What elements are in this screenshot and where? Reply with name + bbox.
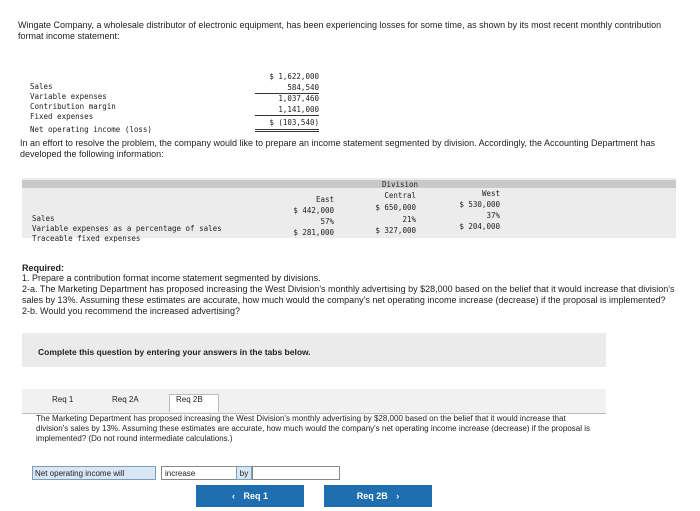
is-value-cm: 1,037,460	[278, 94, 319, 103]
by-label: by	[236, 466, 252, 480]
col-east: East	[315, 195, 334, 204]
col-central: Central	[384, 191, 416, 200]
tab-req-2a[interactable]: Req 2A	[112, 395, 139, 404]
chevron-right-icon: ›	[396, 491, 400, 501]
tab-req-1[interactable]: Req 1	[52, 395, 74, 404]
row-label-sales: Sales	[32, 214, 55, 223]
is-value-fixed: 1,141,000	[255, 105, 319, 117]
is-label-sales: Sales	[30, 82, 53, 91]
division-table	[22, 178, 676, 243]
col-west: West	[481, 189, 500, 198]
is-value-noi: $ (103,540)	[255, 118, 319, 132]
required-item-2a: 2-a. The Marketing Department has proposed increasing the West Division's monthly advertising by $28,000 based on the belief that it would increase that division's sales by 13%. Assuming these estimates are accurate, how much would the company's net operating income increase (decrease) if the proposal is implemented?	[22, 284, 675, 305]
division-header: Division	[381, 180, 419, 189]
is-value-sales: $ 1,622,000	[269, 72, 319, 81]
is-value-variable: 584,540	[255, 83, 319, 95]
income-statement-labels	[30, 82, 152, 135]
cell-central-fixed: $ 327,000	[375, 226, 416, 235]
cell-west-var: 37%	[486, 211, 500, 220]
required-item-2b: 2-b. Would you recommend the increased advertising?	[22, 306, 240, 316]
question-text: The Marketing Department has proposed increasing the West Division's monthly advertising by $28,000 based on the belief that it would increase that division's sales by 13%. Assuming these estimates are accurate, how much would the company's net operating income increase (decrease) if the proposal is implemented? (Do not round intermediate calculations.)	[36, 414, 591, 443]
cell-central-var: 21%	[402, 215, 416, 224]
amount-input[interactable]	[252, 466, 340, 480]
instruction-bar	[22, 333, 606, 367]
required-item-1: 1. Prepare a contribution format income statement segmented by divisions.	[22, 273, 321, 283]
tab-bar	[22, 389, 606, 414]
question-panel	[22, 414, 606, 462]
tab-req-2b[interactable]: Req 2B	[169, 394, 219, 412]
cell-central-sales: $ 650,000	[375, 203, 416, 212]
next-button-label: Req 2B	[356, 491, 388, 501]
intro-text: Wingate Company, a wholesale distributor of electronic equipment, has been experiencing losses for some time, as shown by its most recent monthly contribution format income statement:	[18, 20, 662, 41]
is-label-variable: Variable expenses	[30, 92, 107, 101]
prev-button-label: Req 1	[243, 491, 269, 501]
is-label-noi: Net operating income (loss)	[30, 125, 152, 134]
income-statement-values	[255, 72, 319, 132]
table-header-band	[22, 180, 676, 188]
cell-east-fixed: $ 281,000	[293, 228, 334, 237]
cell-east-var: 57%	[320, 217, 334, 226]
next-button[interactable]	[324, 485, 432, 507]
prev-button[interactable]	[196, 485, 304, 507]
cell-east-sales: $ 442,000	[293, 206, 334, 215]
required-title: Required:	[22, 263, 65, 273]
cell-west-fixed: $ 204,000	[459, 222, 500, 231]
is-label-fixed: Fixed expenses	[30, 112, 94, 121]
is-label-cm: Contribution margin	[30, 102, 116, 111]
segment-intro-text: In an effort to resolve the problem, the company would like to prepare an income statement segmented by division. Accordingly, the Accounting Department has developed the following information:	[20, 138, 656, 159]
chevron-left-icon: ‹	[231, 491, 235, 501]
required-list	[22, 273, 682, 317]
cell-west-sales: $ 530,000	[459, 200, 500, 209]
row-label-variable: Variable expenses as a percentage of sales	[32, 224, 222, 233]
direction-select[interactable]: increase	[161, 466, 261, 480]
instruction-text: Complete this question by entering your answers in the tabs below.	[38, 347, 311, 357]
answer-label: Net operating income will	[32, 466, 156, 480]
row-label-fixed: Traceable fixed expenses	[32, 234, 141, 243]
